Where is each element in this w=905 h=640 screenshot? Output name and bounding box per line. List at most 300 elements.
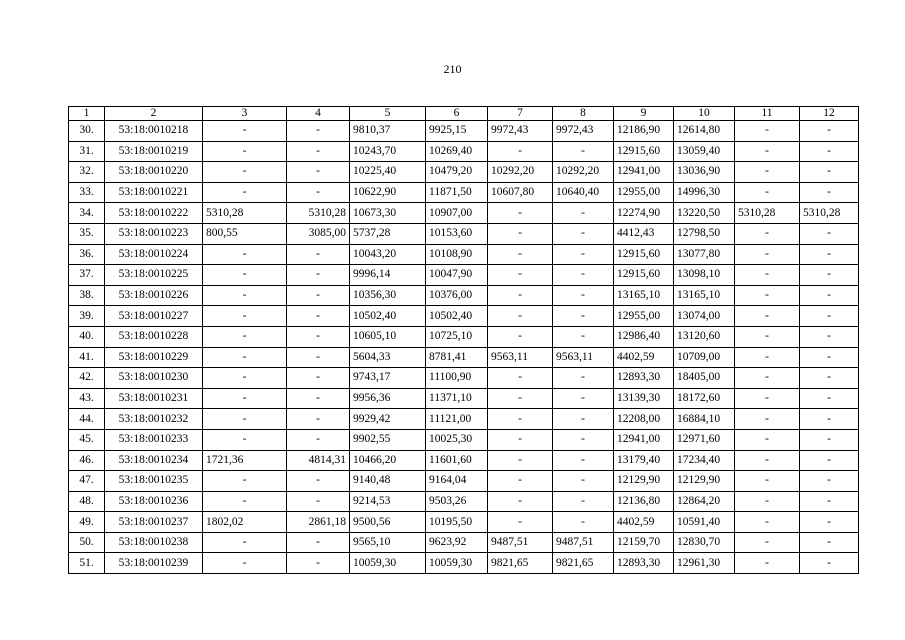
cadastral-number-cell: 53:18:0010235	[105, 471, 203, 492]
value-cell: -	[287, 121, 350, 142]
value-cell: 3085,00	[287, 223, 350, 244]
value-cell: 10502,40	[350, 306, 426, 327]
value-cell: 12830,70	[674, 532, 735, 553]
table-row	[69, 162, 859, 183]
column-header: 2	[105, 107, 203, 121]
row-number-cell: 39.	[69, 306, 105, 327]
value-cell: -	[488, 326, 553, 347]
value-cell: -	[553, 368, 614, 389]
value-cell: -	[735, 388, 800, 409]
value-cell: 10059,30	[426, 553, 488, 574]
row-number-cell: 32.	[69, 162, 105, 183]
value-cell: -	[287, 409, 350, 430]
value-cell: -	[735, 326, 800, 347]
value-cell: -	[553, 471, 614, 492]
value-cell: -	[203, 244, 287, 265]
value-cell: 11121,00	[426, 409, 488, 430]
value-cell: -	[203, 121, 287, 142]
value-cell: -	[800, 285, 859, 306]
value-cell: -	[800, 491, 859, 512]
column-header: 1	[69, 107, 105, 121]
cadastral-number-cell: 53:18:0010236	[105, 491, 203, 512]
value-cell: -	[488, 512, 553, 533]
cadastral-number-cell: 53:18:0010229	[105, 347, 203, 368]
value-cell: 12941,00	[614, 162, 674, 183]
value-cell: 13077,80	[674, 244, 735, 265]
value-cell: 9500,56	[350, 512, 426, 533]
value-cell: -	[287, 388, 350, 409]
value-cell: 10356,30	[350, 285, 426, 306]
value-cell: -	[800, 450, 859, 471]
value-cell: -	[203, 306, 287, 327]
cadastral-number-cell: 53:18:0010224	[105, 244, 203, 265]
value-cell: 12971,60	[674, 429, 735, 450]
value-cell: -	[287, 306, 350, 327]
value-cell: -	[800, 326, 859, 347]
value-cell: 9972,43	[488, 121, 553, 142]
value-cell: -	[287, 285, 350, 306]
value-cell: 12129,90	[614, 471, 674, 492]
value-cell: -	[800, 512, 859, 533]
value-cell: -	[203, 553, 287, 574]
value-cell: -	[735, 162, 800, 183]
value-cell: -	[488, 409, 553, 430]
table-row	[69, 265, 859, 286]
value-cell: -	[488, 244, 553, 265]
value-cell: 10059,30	[350, 553, 426, 574]
value-cell: -	[488, 223, 553, 244]
value-cell: 9164,04	[426, 471, 488, 492]
value-cell: -	[488, 450, 553, 471]
value-cell: -	[488, 285, 553, 306]
value-cell: 5310,28	[287, 203, 350, 224]
value-cell: 13120,60	[674, 326, 735, 347]
value-cell: 12208,00	[614, 409, 674, 430]
value-cell: -	[735, 223, 800, 244]
value-cell: -	[488, 491, 553, 512]
value-cell: -	[800, 182, 859, 203]
value-cell: 9563,11	[553, 347, 614, 368]
value-cell: -	[800, 244, 859, 265]
value-cell: -	[488, 429, 553, 450]
value-cell: 11371,10	[426, 388, 488, 409]
row-number-cell: 50.	[69, 532, 105, 553]
column-header: 3	[203, 107, 287, 121]
value-cell: -	[800, 553, 859, 574]
row-number-cell: 42.	[69, 368, 105, 389]
value-cell: -	[203, 326, 287, 347]
value-cell: -	[553, 203, 614, 224]
value-cell: 4412,43	[614, 223, 674, 244]
value-cell: -	[735, 409, 800, 430]
value-cell: -	[735, 306, 800, 327]
value-cell: 12893,30	[614, 553, 674, 574]
value-cell: -	[800, 223, 859, 244]
value-cell: 1721,36	[203, 450, 287, 471]
value-cell: 13036,90	[674, 162, 735, 183]
row-number-cell: 35.	[69, 223, 105, 244]
value-cell: 12915,60	[614, 141, 674, 162]
value-cell: 13165,10	[674, 285, 735, 306]
column-header: 7	[488, 107, 553, 121]
cadastral-number-cell: 53:18:0010223	[105, 223, 203, 244]
cadastral-number-cell: 53:18:0010219	[105, 141, 203, 162]
value-cell: -	[553, 388, 614, 409]
value-cell: -	[287, 182, 350, 203]
value-cell: -	[553, 244, 614, 265]
table-row	[69, 368, 859, 389]
value-cell: -	[203, 429, 287, 450]
cadastral-number-cell: 53:18:0010231	[105, 388, 203, 409]
value-cell: 1802,02	[203, 512, 287, 533]
value-cell: -	[800, 429, 859, 450]
value-cell: -	[287, 265, 350, 286]
column-header: 8	[553, 107, 614, 121]
value-cell: -	[287, 244, 350, 265]
value-cell: 10725,10	[426, 326, 488, 347]
value-cell: -	[735, 121, 800, 142]
value-cell: -	[203, 285, 287, 306]
value-cell: -	[553, 141, 614, 162]
row-number-cell: 37.	[69, 265, 105, 286]
value-cell: -	[553, 429, 614, 450]
value-cell: -	[203, 388, 287, 409]
value-cell: 12955,00	[614, 182, 674, 203]
value-cell: -	[553, 306, 614, 327]
value-cell: -	[488, 306, 553, 327]
value-cell: -	[287, 141, 350, 162]
value-cell: 10640,40	[553, 182, 614, 203]
cadastral-number-cell: 53:18:0010220	[105, 162, 203, 183]
value-cell: 16884,10	[674, 409, 735, 430]
value-cell: 12941,00	[614, 429, 674, 450]
row-number-cell: 47.	[69, 471, 105, 492]
value-cell: 10466,20	[350, 450, 426, 471]
value-cell: 10043,20	[350, 244, 426, 265]
row-number-cell: 44.	[69, 409, 105, 430]
table-row	[69, 553, 859, 574]
value-cell: 9623,92	[426, 532, 488, 553]
value-cell: -	[203, 368, 287, 389]
value-cell: 11601,60	[426, 450, 488, 471]
table-row	[69, 306, 859, 327]
value-cell: 12864,20	[674, 491, 735, 512]
value-cell: 5604,33	[350, 347, 426, 368]
value-cell: 5310,28	[203, 203, 287, 224]
row-number-cell: 48.	[69, 491, 105, 512]
value-cell: 9214,53	[350, 491, 426, 512]
table-row	[69, 409, 859, 430]
value-cell: 10376,00	[426, 285, 488, 306]
value-cell: -	[735, 532, 800, 553]
value-cell: 18405,00	[674, 368, 735, 389]
value-cell: -	[800, 471, 859, 492]
row-number-cell: 30.	[69, 121, 105, 142]
value-cell: 10292,20	[553, 162, 614, 183]
cadastral-number-cell: 53:18:0010227	[105, 306, 203, 327]
cadastral-number-cell: 53:18:0010232	[105, 409, 203, 430]
value-cell: -	[203, 409, 287, 430]
value-cell: -	[735, 347, 800, 368]
value-cell: -	[203, 532, 287, 553]
value-cell: 10108,90	[426, 244, 488, 265]
value-cell: 9929,42	[350, 409, 426, 430]
value-cell: -	[735, 491, 800, 512]
value-cell: 9821,65	[553, 553, 614, 574]
value-cell: -	[800, 265, 859, 286]
value-cell: -	[800, 409, 859, 430]
value-cell: -	[553, 223, 614, 244]
value-cell: -	[553, 491, 614, 512]
value-cell: -	[800, 347, 859, 368]
value-cell: -	[488, 203, 553, 224]
value-cell: -	[553, 265, 614, 286]
table-row	[69, 326, 859, 347]
value-cell: 12136,80	[614, 491, 674, 512]
value-cell: 10243,70	[350, 141, 426, 162]
value-cell: 9972,43	[553, 121, 614, 142]
value-cell: -	[735, 471, 800, 492]
column-header: 12	[800, 107, 859, 121]
column-header: 10	[674, 107, 735, 121]
table-row	[69, 491, 859, 512]
value-cell: 9996,14	[350, 265, 426, 286]
value-cell: -	[735, 429, 800, 450]
value-cell: -	[800, 306, 859, 327]
row-number-cell: 43.	[69, 388, 105, 409]
value-cell: -	[488, 388, 553, 409]
value-cell: -	[553, 512, 614, 533]
value-cell: 12961,30	[674, 553, 735, 574]
page-number: 210	[443, 62, 462, 76]
table-row	[69, 388, 859, 409]
value-cell: -	[287, 491, 350, 512]
value-cell: 13098,10	[674, 265, 735, 286]
value-cell: 12915,60	[614, 244, 674, 265]
value-cell: -	[488, 265, 553, 286]
row-number-cell: 31.	[69, 141, 105, 162]
value-cell: 4814,31	[287, 450, 350, 471]
value-cell: -	[800, 121, 859, 142]
value-cell: 18172,60	[674, 388, 735, 409]
value-cell: 9565,10	[350, 532, 426, 553]
value-cell: 5310,28	[735, 203, 800, 224]
row-number-cell: 40.	[69, 326, 105, 347]
table-row	[69, 141, 859, 162]
value-cell: 9925,15	[426, 121, 488, 142]
value-cell: 8781,41	[426, 347, 488, 368]
value-cell: -	[203, 182, 287, 203]
value-cell: 10292,20	[488, 162, 553, 183]
table-row	[69, 203, 859, 224]
row-number-cell: 36.	[69, 244, 105, 265]
value-cell: 800,55	[203, 223, 287, 244]
cadastral-number-cell: 53:18:0010218	[105, 121, 203, 142]
value-cell: 12614,80	[674, 121, 735, 142]
value-cell: 10195,50	[426, 512, 488, 533]
data-table	[68, 106, 859, 574]
value-cell: -	[287, 326, 350, 347]
value-cell: -	[203, 471, 287, 492]
value-cell: 9140,48	[350, 471, 426, 492]
value-cell: 10225,40	[350, 162, 426, 183]
row-number-cell: 46.	[69, 450, 105, 471]
value-cell: 10709,00	[674, 347, 735, 368]
cadastral-number-cell: 53:18:0010222	[105, 203, 203, 224]
value-cell: -	[735, 265, 800, 286]
table-row	[69, 512, 859, 533]
value-cell: 9563,11	[488, 347, 553, 368]
value-cell: 13179,40	[614, 450, 674, 471]
row-number-cell: 51.	[69, 553, 105, 574]
value-cell: -	[735, 450, 800, 471]
cadastral-number-cell: 53:18:0010233	[105, 429, 203, 450]
value-cell: -	[735, 553, 800, 574]
value-cell: 13074,00	[674, 306, 735, 327]
value-cell: 12159,70	[614, 532, 674, 553]
table-row	[69, 347, 859, 368]
value-cell: 9503,26	[426, 491, 488, 512]
value-cell: -	[287, 553, 350, 574]
header-row	[69, 107, 859, 121]
cadastral-number-cell: 53:18:0010226	[105, 285, 203, 306]
row-number-cell: 33.	[69, 182, 105, 203]
cadastral-number-cell: 53:18:0010230	[105, 368, 203, 389]
value-cell: -	[800, 162, 859, 183]
value-cell: -	[203, 141, 287, 162]
value-cell: -	[800, 368, 859, 389]
value-cell: 12129,90	[674, 471, 735, 492]
value-cell: 10622,90	[350, 182, 426, 203]
row-number-cell: 45.	[69, 429, 105, 450]
column-header: 9	[614, 107, 674, 121]
value-cell: 11871,50	[426, 182, 488, 203]
table-row	[69, 429, 859, 450]
cadastral-number-cell: 53:18:0010225	[105, 265, 203, 286]
value-cell: 10605,10	[350, 326, 426, 347]
value-cell: -	[735, 368, 800, 389]
value-cell: 10607,80	[488, 182, 553, 203]
cadastral-number-cell: 53:18:0010221	[105, 182, 203, 203]
value-cell: -	[287, 429, 350, 450]
table-body	[69, 121, 859, 574]
value-cell: 12986,40	[614, 326, 674, 347]
value-cell: 10047,90	[426, 265, 488, 286]
column-header: 6	[426, 107, 488, 121]
value-cell: -	[287, 347, 350, 368]
row-number-cell: 41.	[69, 347, 105, 368]
value-cell: 13165,10	[614, 285, 674, 306]
table-header	[69, 107, 859, 121]
cadastral-number-cell: 53:18:0010228	[105, 326, 203, 347]
value-cell: 10269,40	[426, 141, 488, 162]
value-cell: -	[287, 532, 350, 553]
value-cell: 17234,40	[674, 450, 735, 471]
value-cell: -	[800, 388, 859, 409]
value-cell: -	[553, 285, 614, 306]
table-row	[69, 244, 859, 265]
value-cell: 12955,00	[614, 306, 674, 327]
value-cell: 5310,28	[800, 203, 859, 224]
value-cell: 10673,30	[350, 203, 426, 224]
column-header: 11	[735, 107, 800, 121]
cadastral-number-cell: 53:18:0010234	[105, 450, 203, 471]
row-number-cell: 38.	[69, 285, 105, 306]
table-row	[69, 121, 859, 142]
value-cell: -	[735, 141, 800, 162]
value-cell: 2861,18	[287, 512, 350, 533]
value-cell: -	[203, 491, 287, 512]
value-cell: 10591,40	[674, 512, 735, 533]
value-cell: -	[735, 244, 800, 265]
value-cell: -	[203, 162, 287, 183]
value-cell: -	[287, 471, 350, 492]
value-cell: 10025,30	[426, 429, 488, 450]
value-cell: 10502,40	[426, 306, 488, 327]
column-header: 4	[287, 107, 350, 121]
value-cell: 9821,65	[488, 553, 553, 574]
value-cell: -	[203, 347, 287, 368]
value-cell: -	[287, 162, 350, 183]
value-cell: 9487,51	[553, 532, 614, 553]
cadastral-number-cell: 53:18:0010239	[105, 553, 203, 574]
value-cell: 12274,90	[614, 203, 674, 224]
value-cell: -	[800, 141, 859, 162]
table-row	[69, 182, 859, 203]
value-cell: -	[735, 182, 800, 203]
value-cell: -	[735, 512, 800, 533]
value-cell: 9956,36	[350, 388, 426, 409]
value-cell: 14996,30	[674, 182, 735, 203]
value-cell: -	[553, 409, 614, 430]
value-cell: 4402,59	[614, 347, 674, 368]
cadastral-number-cell: 53:18:0010237	[105, 512, 203, 533]
value-cell: 4402,59	[614, 512, 674, 533]
table-row	[69, 285, 859, 306]
value-cell: -	[553, 326, 614, 347]
value-cell: -	[553, 450, 614, 471]
value-cell: 12186,90	[614, 121, 674, 142]
table-row	[69, 471, 859, 492]
value-cell: 9487,51	[488, 532, 553, 553]
value-cell: -	[488, 471, 553, 492]
value-cell: 9743,17	[350, 368, 426, 389]
value-cell: -	[488, 368, 553, 389]
value-cell: 12893,30	[614, 368, 674, 389]
value-cell: 12798,50	[674, 223, 735, 244]
value-cell: 9810,37	[350, 121, 426, 142]
table-row	[69, 532, 859, 553]
table-row	[69, 223, 859, 244]
value-cell: -	[800, 532, 859, 553]
value-cell: 5737,28	[350, 223, 426, 244]
value-cell: 9902,55	[350, 429, 426, 450]
row-number-cell: 49.	[69, 512, 105, 533]
cadastral-number-cell: 53:18:0010238	[105, 532, 203, 553]
value-cell: 13139,30	[614, 388, 674, 409]
value-cell: -	[203, 265, 287, 286]
value-cell: 10479,20	[426, 162, 488, 183]
value-cell: 11100,90	[426, 368, 488, 389]
value-cell: -	[488, 141, 553, 162]
value-cell: 13059,40	[674, 141, 735, 162]
value-cell: -	[735, 285, 800, 306]
value-cell: 10907,00	[426, 203, 488, 224]
value-cell: 10153,60	[426, 223, 488, 244]
column-header: 5	[350, 107, 426, 121]
row-number-cell: 34.	[69, 203, 105, 224]
value-cell: 12915,60	[614, 265, 674, 286]
